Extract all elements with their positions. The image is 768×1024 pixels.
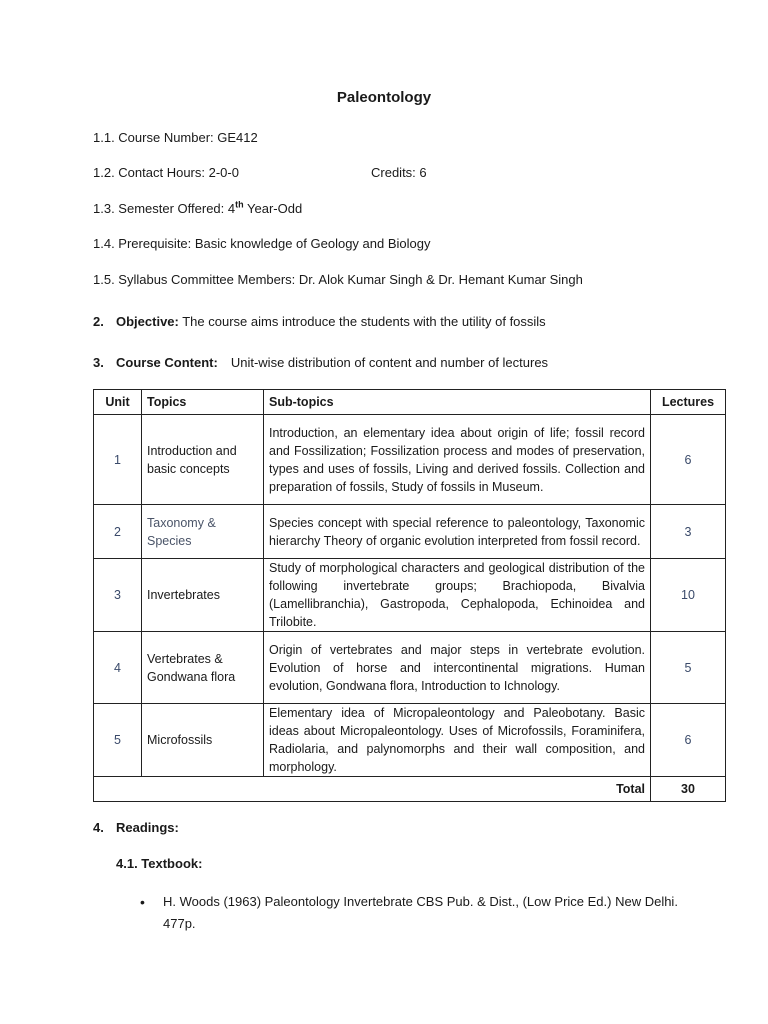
subtopic-cell: Introduction, an elementary idea about origin of life; fossil record and Fossilization; Fossilization process and modes of preservation, types and uses of fossils, Living and derived fossils. Collection and preparation of fossils, Study of fossils in Museum. bbox=[264, 415, 651, 505]
lectures-cell: 6 bbox=[651, 415, 726, 505]
objective-text: The course aims introduce the students with the utility of fossils bbox=[178, 314, 546, 329]
course-number: 1.1. Course Number: GE412 bbox=[93, 130, 258, 145]
table-row bbox=[94, 559, 726, 632]
unit-cell: 2 bbox=[94, 505, 142, 559]
subtopic-cell: Study of morphological characters and geological distribution of the following invertebrate groups; Brachiopoda, Bivalvia (Lamellibranchia), Gastropoda, Cephalopoda, Echinoidea and Trilobite. bbox=[264, 559, 651, 632]
semester-superscript: th bbox=[235, 199, 244, 210]
unit-cell: 5 bbox=[94, 704, 142, 777]
topic-cell: Introduction and basic concepts bbox=[142, 415, 264, 505]
topic-cell: Invertebrates bbox=[142, 559, 264, 632]
subtopic-cell: Origin of vertebrates and major steps in vertebrate evolution. Evolution of horse and intercontinental migrations. Human evolution, Gondwana flora, Introduction to Ichnology. bbox=[264, 632, 651, 704]
textbook-label: 4.1. Textbook: bbox=[116, 856, 203, 871]
objective-label: Objective: bbox=[116, 314, 179, 329]
section-number: 3. bbox=[93, 355, 104, 370]
lectures-cell: 10 bbox=[651, 559, 726, 632]
semester-suffix: Year-Odd bbox=[243, 201, 303, 216]
total-label: Total bbox=[94, 777, 651, 802]
topic-cell: Microfossils bbox=[142, 704, 264, 777]
table-total-row bbox=[94, 777, 726, 802]
unit-cell: 3 bbox=[94, 559, 142, 632]
subtopic-cell: Species concept with special reference to paleontology, Taxonomic hierarchy Theory of organic evolution interpreted from fossil record. bbox=[264, 505, 651, 559]
course-content-section bbox=[93, 355, 548, 370]
header-subtopics: Sub-topics bbox=[264, 390, 651, 415]
readings-section bbox=[93, 820, 179, 835]
total-value: 30 bbox=[651, 777, 726, 802]
header-topics: Topics bbox=[142, 390, 264, 415]
credits: Credits: 6 bbox=[371, 165, 427, 180]
table-header-row bbox=[94, 390, 726, 415]
subtopic-cell: Elementary idea of Micropaleontology and Paleobotany. Basic ideas about Micropaleontology. Uses of Microfossils, Foraminifera, Radiolaria, and palynomorphs and their wall composition, and morphology. bbox=[264, 704, 651, 777]
course-content-table bbox=[93, 389, 726, 802]
bullet-icon: • bbox=[140, 894, 145, 910]
unit-cell: 1 bbox=[94, 415, 142, 505]
prerequisite: 1.4. Prerequisite: Basic knowledge of Geology and Biology bbox=[93, 236, 431, 251]
topic-cell: Taxonomy & Species bbox=[142, 505, 264, 559]
contact-hours: 1.2. Contact Hours: 2-0-0 bbox=[93, 165, 239, 180]
lectures-cell: 5 bbox=[651, 632, 726, 704]
semester-prefix: 1.3. Semester Offered: 4 bbox=[93, 201, 236, 216]
readings-label: Readings: bbox=[116, 820, 179, 835]
course-content-label: Course Content: bbox=[116, 355, 218, 370]
section-number: 2. bbox=[93, 314, 104, 329]
table-row bbox=[94, 704, 726, 777]
table-row bbox=[94, 505, 726, 559]
header-unit: Unit bbox=[94, 390, 142, 415]
committee-members: 1.5. Syllabus Committee Members: Dr. Alok Kumar Singh & Dr. Hemant Kumar Singh bbox=[93, 272, 583, 287]
topic-cell: Vertebrates & Gondwana flora bbox=[142, 632, 264, 704]
unit-cell: 4 bbox=[94, 632, 142, 704]
lectures-cell: 6 bbox=[651, 704, 726, 777]
semester-offered bbox=[93, 201, 302, 216]
section-number: 4. bbox=[93, 820, 104, 835]
table-row bbox=[94, 415, 726, 505]
lectures-cell: 3 bbox=[651, 505, 726, 559]
textbook-reference: H. Woods (1963) Paleontology Invertebrate CBS Pub. & Dist., (Low Price Ed.) New Delhi. 477p. bbox=[163, 894, 678, 931]
objective-section bbox=[93, 314, 546, 329]
textbook-heading bbox=[116, 856, 202, 871]
table-row bbox=[94, 632, 726, 704]
course-content-text: Unit-wise distribution of content and number of lectures bbox=[230, 355, 549, 370]
header-lectures: Lectures bbox=[651, 390, 726, 415]
page-title: Paleontology bbox=[336, 89, 432, 106]
